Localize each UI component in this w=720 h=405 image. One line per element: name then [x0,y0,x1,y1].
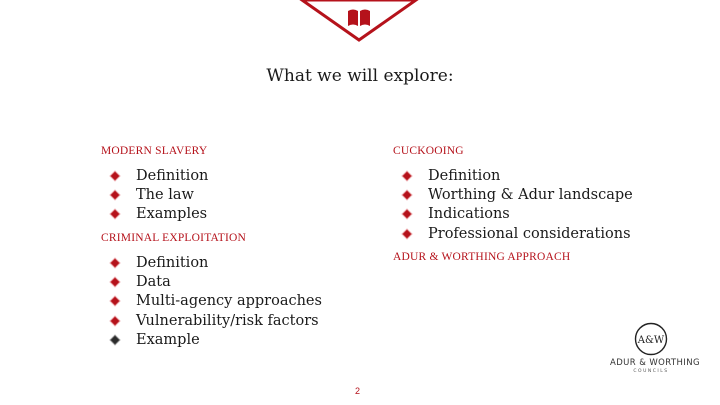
diamond-bullet-icon [111,171,119,179]
list-item: Definition [101,166,208,185]
header-badge [298,0,420,42]
diamond-bullet-icon [403,210,411,218]
slide-title: What we will explore: [266,66,454,86]
criminal-exploitation-heading: CRIMINAL EXPLOITATION [101,232,246,244]
cuckooing-list [393,166,633,244]
list-item: Definition [101,253,322,272]
diamond-bullet-icon [111,297,119,305]
list-item: Example [101,331,322,350]
modern-slavery-heading: MODERN SLAVERY [101,145,208,157]
svg-text:A&W: A&W [637,335,665,346]
list-item: Definition [393,166,633,185]
diamond-bullet-icon [111,210,119,218]
logo-name: ADUR & WORTHING [610,358,700,368]
page-number: 2 [355,386,361,396]
diamond-bullet-icon [111,317,119,325]
criminal-exploitation-list [101,253,322,350]
diamond-bullet-icon [403,171,411,179]
diamond-bullet-icon [111,278,119,286]
list-item: Indications [393,205,633,224]
diamond-bullet-icon [111,258,119,266]
list-item: Professional considerations [393,224,633,243]
list-item: Data [101,272,322,291]
list-item: Multi-agency approaches [101,292,322,311]
list-item: Examples [101,205,208,224]
list-item: Worthing & Adur landscape [393,185,633,204]
diamond-bullet-icon [111,191,119,199]
list-item: Vulnerability/risk factors [101,311,322,330]
logo-mark-icon [634,322,668,356]
adur-worthing-approach-heading: ADUR & WORTHING APPROACH [393,251,571,263]
book-icon [348,10,370,27]
list-item: The law [101,185,208,204]
council-logo [610,322,700,378]
logo-subtitle: COUNCILS [633,369,669,374]
modern-slavery-list [101,166,208,224]
cuckooing-heading: CUCKOOING [393,145,464,157]
diamond-bullet-icon [111,336,119,344]
diamond-bullet-icon [403,230,411,238]
diamond-bullet-icon [403,191,411,199]
